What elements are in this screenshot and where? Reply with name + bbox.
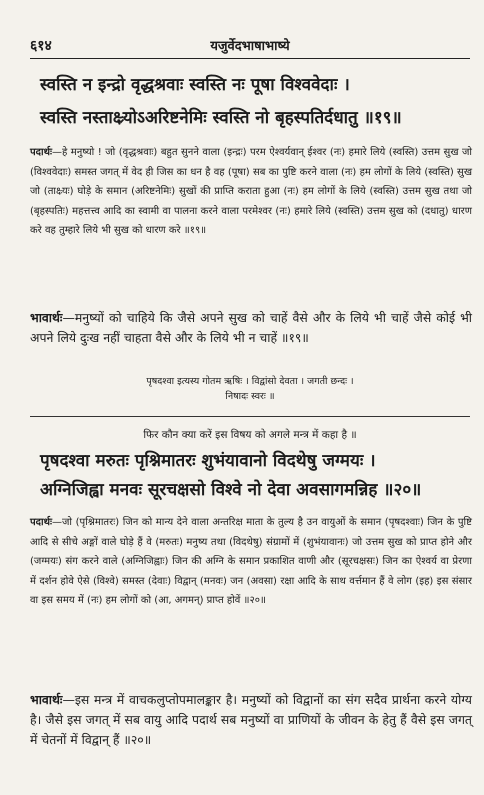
bhavartha-20 — [30, 690, 472, 750]
padartha-20-label: पदार्थः — [30, 517, 52, 528]
padartha-20-text: —जो (पृश्निमातरः) जिन को मान्य देने वाला अन्तरिक्ष माता के तुल्य है उन वायुओं के समान (पृषदश्वाः) जिन के पुष्टि आदि से सीचे अङ्गों वाले घोड़े हैं वे (मरुतः) मनुष्य तथा (विदथेषु) संग्रामों में (शुभंयावानः) जो उत्तम सुख को प्राप्त होने और (जग्मयः) संग करने वाले (अग्निजिह्वाः) जिन की अग्नि के समान प्रकाशित वाणी और (सूरचक्षसः) जिन का ऐश्वर्य वा प्रेरणा में दर्शन होवे ऐसे (विश्वे) समस्त (देवाः) विद्वान् (मनवः) जन (अवसा) रक्षा आदि के साथ वर्त्तमान हैं वे लोग (इह) इस संसार वा इस समय में (नः) हम लोगों को (आ, अगमन्) प्राप्त होवें ॥२०॥ — [30, 517, 472, 607]
page-number: ६१४ — [30, 38, 52, 54]
header-rule — [30, 58, 470, 59]
mantra-19-line-1: स्वस्ति न इन्द्रो वृद्धश्रवाः स्वस्ति नः पूषा विश्ववेदाः । — [40, 75, 350, 95]
section-rule — [30, 416, 470, 417]
bhavartha-20-text: —इस मन्त्र में वाचकलुप्तोपमालङ्कार है। मनुष्यों को विद्वानों का संग सदैव प्रार्थना करने योग्य है। जैसे इस जगत् में सब वायु आदि पदार्थ सब मनुष्यों वा प्राणियों के जीवन के हेतु हैं वैसे इस जगत् में चेतनों में विद्वान् हैं ॥२०॥ — [30, 692, 472, 747]
padartha-19-label: पदार्थः — [30, 147, 52, 158]
running-title: यजुर्वेदभाषाभाष्ये — [210, 39, 290, 54]
bhavartha-19-label: भावार्थः — [30, 310, 63, 325]
padartha-19-text: —हे मनुष्यो ! जो (वृद्धश्रवाः) बहुत सुनने वाला (इन्द्रः) परम ऐश्वर्यवान् ईश्वर (नः) हमारे लिये (स्वस्ति) उत्तम सुख जो (विश्ववेदाः) समस्त जगत् में वेद ही जिस का धन है वह (पूषा) सब का पुष्टि करने वाला (नः) हम लोगों के लिये (स्वस्ति) सुख जो (ताक्ष्र्यः) घोड़े के समान (अरिष्टनेमिः) सुखों की प्राप्ति कराता हुआ (नः) हम लोगों के लिये (स्वस्ति) उत्तम सुख तथा जो (बृहस्पतिः) महत्तत्त्व आदि का स्वामी वा पालना करने वाला परमेश्वर (नः) हमारे लिये (स्वस्ति) उत्तम सुख को (दधातु) धारण करे वह तुम्हारे लिये भी सुख को धारण करे ॥१९॥ — [30, 147, 472, 237]
mantra-20-line-2: अग्निजिह्वा मनवः सूरचक्षसो विश्वे नो देवा अवसागमन्निह ॥२०॥ — [40, 480, 422, 500]
bhavartha-20-label: भावार्थः — [30, 692, 63, 707]
bhavartha-19-text: —मनुष्यों को चाहिये कि जैसे अपने सुख को चाहें वैसे और के लिये भी चाहें जैसे कोई भी अपने लिये दुःख नहीं चाहता वैसे और के लिये भी न चाहें ॥१९॥ — [30, 310, 472, 345]
page-header — [30, 36, 470, 56]
mantra-19-line-2: स्वस्ति नस्ताक्ष्र्योऽअरिष्टनेमिः स्वस्ति नो बृहस्पतिर्दधातु ॥१९॥ — [40, 108, 402, 128]
metadata-line-2: निषादः स्वरः ॥ — [225, 391, 275, 402]
mantra-20-line-1: पृषदश्वा मरुतः पृश्निमातरः शुभंयावानो विदथेषु जग्मयः । — [40, 451, 376, 471]
mantra-20-metadata — [40, 374, 460, 404]
mantra-20-intro: फिर कौन क्या करें इस विषय को अगले मन्त्र में कहा है ॥ — [143, 429, 357, 441]
padartha-20 — [30, 513, 472, 611]
bhavartha-19 — [30, 308, 472, 348]
metadata-line-1: पृषदश्वा इत्यस्य गोतम ऋषिः । विद्वांसो देवता । जगती छन्दः । — [146, 376, 354, 387]
padartha-19 — [30, 143, 472, 241]
